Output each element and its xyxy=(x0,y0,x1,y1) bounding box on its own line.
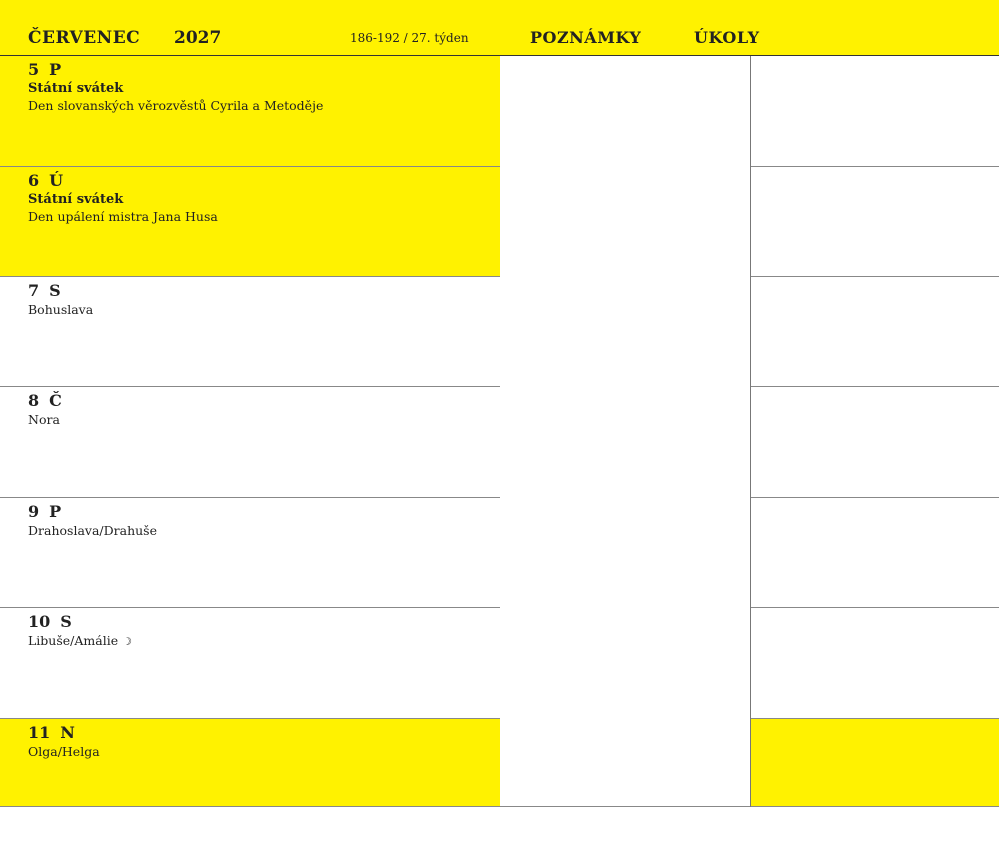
day-weekday: N xyxy=(60,723,75,742)
tasks-heading: ÚKOLY xyxy=(694,28,760,47)
holiday-label: Státní svátek xyxy=(28,81,124,96)
day-number: 5 xyxy=(28,60,40,79)
day-weekday: S xyxy=(60,612,72,631)
task-cell[interactable] xyxy=(751,56,999,167)
name-day: Den upálení mistra Jana Husa xyxy=(28,209,218,224)
day-number: 9 xyxy=(28,502,40,521)
name-day: Nora xyxy=(28,412,60,427)
year-label: 2027 xyxy=(174,28,222,48)
day-number: 10 xyxy=(28,612,51,631)
day-number: 6 xyxy=(28,171,40,190)
task-cell[interactable] xyxy=(751,387,999,498)
day-number: 8 xyxy=(28,391,40,410)
name-day: Den slovanských věrozvěstů Cyrila a Metoděje xyxy=(28,98,324,113)
holiday-label: Státní svátek xyxy=(28,192,124,207)
calendar-header xyxy=(0,0,999,56)
task-cell[interactable] xyxy=(751,167,999,277)
task-cell[interactable] xyxy=(751,608,999,719)
day-row[interactable] xyxy=(0,56,500,167)
day-number: 7 xyxy=(28,281,40,300)
day-weekday: S xyxy=(49,281,61,300)
day-row[interactable] xyxy=(0,498,500,608)
month-label: ČERVENEC xyxy=(28,28,141,48)
task-cell[interactable] xyxy=(751,498,999,608)
day-weekday: P xyxy=(49,502,62,521)
name-day: Drahoslava/Drahuše xyxy=(28,523,157,538)
day-weekday: P xyxy=(49,60,62,79)
notes-heading: POZNÁMKY xyxy=(530,28,642,47)
name-day-text: Libuše/Amálie xyxy=(28,633,119,648)
tasks-column xyxy=(750,56,999,807)
day-row[interactable] xyxy=(0,387,500,498)
task-cell[interactable] xyxy=(751,719,999,807)
day-row[interactable] xyxy=(0,277,500,387)
day-row[interactable] xyxy=(0,167,500,277)
moon-phase-icon: ☽ xyxy=(122,635,132,648)
name-day: Olga/Helga xyxy=(28,744,100,759)
name-day: Bohuslava xyxy=(28,302,94,317)
day-row[interactable] xyxy=(0,719,500,807)
day-weekday: Ú xyxy=(49,171,64,190)
day-row[interactable] xyxy=(0,608,500,719)
day-weekday: Č xyxy=(49,391,62,410)
day-number: 11 xyxy=(28,723,51,742)
task-cell[interactable] xyxy=(751,277,999,387)
notes-column[interactable] xyxy=(500,56,750,807)
day-list xyxy=(0,56,500,807)
week-info: 186-192 / 27. týden xyxy=(350,31,469,45)
name-day xyxy=(28,633,500,648)
